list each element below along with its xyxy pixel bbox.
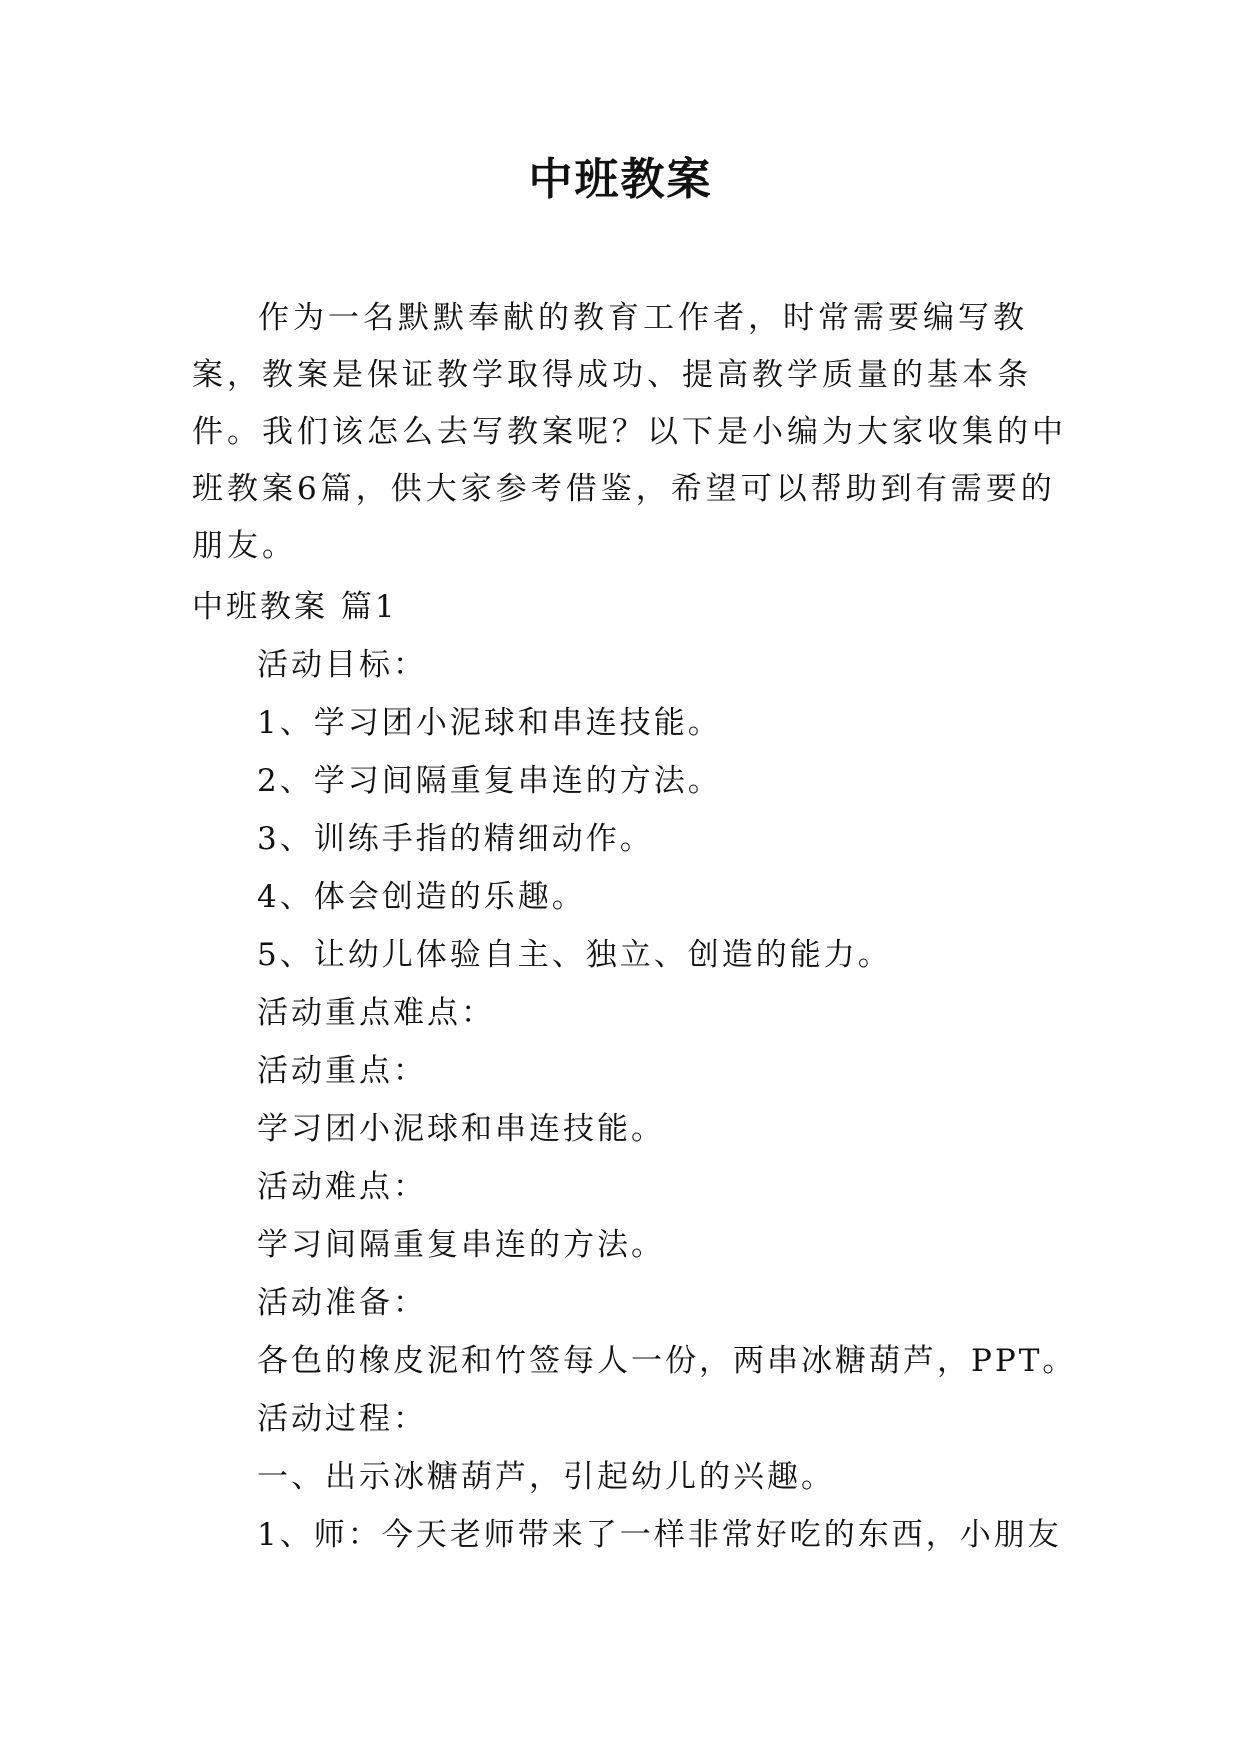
- section-body: [257, 636, 1077, 1564]
- body-line: 3、训练手指的精细动作。: [257, 821, 654, 857]
- intro-paragraph: [192, 290, 1072, 575]
- body-line: 活动准备：: [257, 1285, 427, 1321]
- document-title: 中班教案: [528, 154, 713, 205]
- body-line: 1、学习团小泥球和串连技能。: [257, 705, 722, 741]
- body-line: 活动难点：: [257, 1169, 427, 1205]
- body-line: 活动重点难点：: [257, 995, 495, 1031]
- body-line: 2、学习间隔重复串连的方法。: [257, 763, 722, 799]
- body-line: 一、出示冰糖葫芦，引起幼儿的兴趣。: [257, 1459, 835, 1495]
- body-line: 各色的橡皮泥和竹签每人一份，两串冰糖葫芦，PPT。: [257, 1343, 1077, 1379]
- intro-text: 作为一名默默奉献的教育工作者，时常需要编写教案，教案是保证教学取得成功、提高教学质量的基本条件。我们该怎么去写教案呢？以下是小编为大家收集的中班教案6篇，供大家参考借鉴，希望可以帮助到有需要的朋友。: [192, 300, 1067, 564]
- body-line: 1、师：今天老师带来了一样非常好吃的东西，小朋友: [257, 1517, 1062, 1553]
- body-line: 5、让幼儿体验自主、独立、创造的能力。: [257, 937, 892, 973]
- section-heading: 中班教案 篇1: [192, 589, 398, 625]
- body-line: 活动目标：: [257, 647, 427, 683]
- body-line: 学习团小泥球和串连技能。: [257, 1111, 665, 1147]
- body-line: 活动重点：: [257, 1053, 427, 1089]
- body-line: 4、体会创造的乐趣。: [257, 879, 586, 915]
- body-line: 学习间隔重复串连的方法。: [257, 1227, 665, 1263]
- body-line: 活动过程：: [257, 1401, 427, 1437]
